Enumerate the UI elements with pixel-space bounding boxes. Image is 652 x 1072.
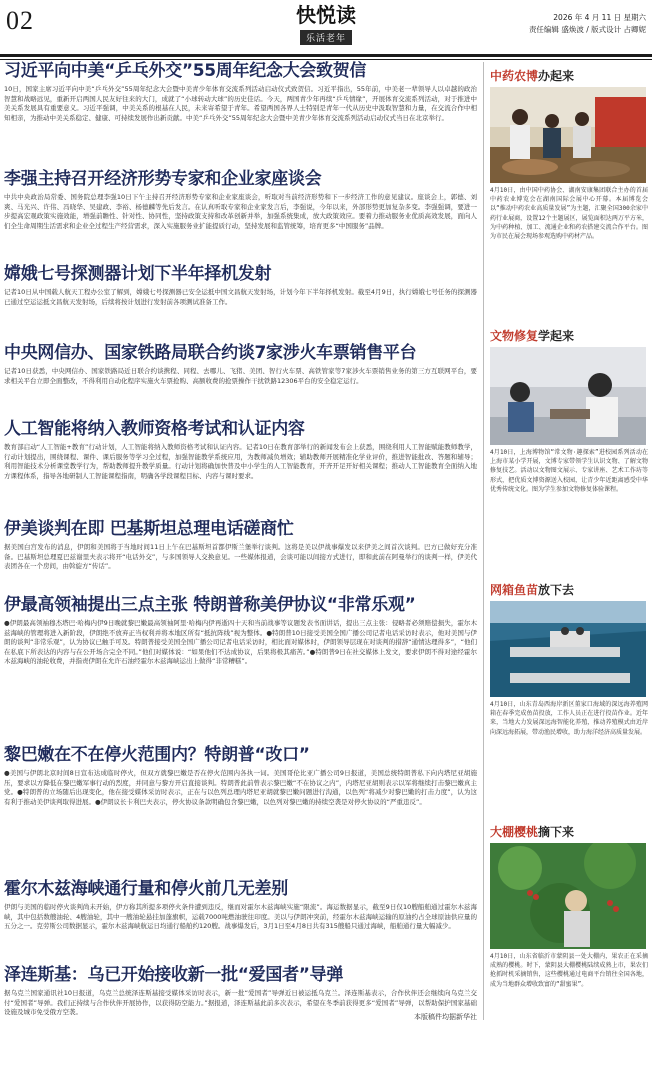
- date-line: 2026 年 4 月 11 日 星期六: [553, 13, 646, 22]
- photo-caption: 4月10日，上海博物馆“常文物·趣探索”进校园系列活动在上海市某小学开展，文博专家带领学生认识文物、了解文物修复技艺。活动以文物图文展示、专家讲座、艺术工作坊等形式，把优质文博资源送入校园，让青少年近距离感受中华优秀传统文化。图为学生参加文物修复体验课程。: [490, 449, 648, 493]
- article-8: [4, 744, 477, 872]
- photo-story-4: [490, 824, 648, 1072]
- article-headline: 人工智能将纳入教师资格考试和认证内容: [4, 419, 305, 439]
- photo-herb-fair: [490, 87, 646, 183]
- source-credit: 本版稿件均据新华社: [414, 1013, 477, 1021]
- article-headline: 黎巴嫩在不在停火范围内？特朗普“改口”: [4, 745, 310, 765]
- photo-story-title: 文物修复学起来: [490, 329, 575, 343]
- article-2: [4, 168, 477, 256]
- article-headline: 嫦娥七号探测器计划下半年择机发射: [4, 264, 272, 284]
- article-body: 记者10日从中国载人航天工程办公室了解到，嫦娥七号探测器已安全运抵中国文昌航天发射场，计划今年下半年择机发射。截至4月9日，执行嫦娥七号任务的探测器已通过空运运抵文昌航天发射场，后续将按计划进行发射前各项测试准备工作。: [4, 288, 477, 306]
- photo-story-title: 中药农博办起来: [490, 69, 575, 83]
- article-headline: 伊最高领袖提出三点主张 特朗普称美伊协议“非常乐观”: [4, 595, 416, 615]
- photo-story-1: [490, 68, 648, 314]
- photo-story-title: 网箱鱼苗放下去: [490, 583, 575, 597]
- photo-story-2: [490, 328, 648, 576]
- photo-caption: 4月10日，山东省临沂市蒙阴县一处大棚内，果农正在采摘成熟的樱桃。时下，蒙阴县大棚樱桃陆续成熟上市，果农们抢抓时机采摘销售，这些樱桃通过电商平台销往全国各地，成为当地群众增收致富的“甜蜜果”。: [490, 953, 648, 988]
- column-divider: [483, 62, 484, 1020]
- article-headline: 伊美谈判在即 巴基斯坦总理电话磋商忙: [4, 519, 294, 539]
- article-body: 10日，国家主席习近平向中美“乒乓外交”55周年纪念大会暨中美青少年体育交流系列活动启动仪式致贺信。习近平指出，55年前，中美老一辈领导人以卓越的政治智慧和战略远见，重新开启两国人民友好往来的大门，成就了“小球转动大球”的历史佳话。今天，两国青少年再续“乒乓情缘”，开展体育交流系列活动，对于推进中美关系发展具有重要意义。习近平强调，中美关系的根基在人民，未来寄希望于青年。希望两国各界人士特别是青年一代从历史中汲取智慧和力量，在交流合作中相知相亲，为推动中美关系稳定、健康、可持续发展作出新贡献。中美“乒乓外交”55周年纪念大会暨中美青少年体育交流系列活动启动仪式当日在北京举行。: [4, 85, 477, 122]
- issue-meta: [529, 12, 646, 36]
- page-header: [0, 0, 652, 54]
- article-body: ●美国与伊朗北京时间8日宣布达成临时停火，但双方就黎巴嫩是否在停火范围内各执一词。美国哥伦比亚广播公司9日报道，美国总统特朗普私下向内塔尼亚胡施压，要求以方降低在黎巴嫩军事行动的烈度，并同意与黎方开启直接谈判。特朗普此前曾表示黎巴嫩“不在协议之内”，内塔尼亚胡则表示以军将继续打击黎巴嫩真主党。●特朗普的立场随后出现变化，他在接受媒体采访时表示，正在与以色列总理内塔尼亚胡就黎巴嫩问题进行沟通，以色列“将减少对黎巴嫩的打击力度”，认为这有利于推动美伊谈判取得进展。●伊朗议长卡利巴夫表示，停火协议条款明确包含黎巴嫩，以色列对黎巴嫩的持续空袭是对停火协议的“严重违反”。: [4, 769, 477, 806]
- article-5: [4, 418, 477, 513]
- section-title: 快悦读: [296, 3, 356, 27]
- article-headline: 李强主持召开经济形势专家和企业家座谈会: [4, 169, 322, 189]
- article-body: 中共中央政治局常委、国务院总理李强10日下午主持召开经济形势专家和企业家座谈会，听取对当前经济形势和下一步经济工作的意见建议。座谈会上，郭德、刘爽、马光兴、许伟、冯晓华、吴建政、李裕、杨德麟等先后发言。在认真听取专家和企业家发言后，李强说，今年以来，外部形势更加复杂多变。李强强调，要进一步提高宏观政策实施效能，增强前瞻性、针对性、协同性，坚持政策支持和改革创新并举，加强系统集成，放大政策效应。要着力推动服务业优质高效发展，面向人们全生命周期生活需求和企业全过程生产经营需求，深入实施服务业扩能提质行动，坚持发展和监管统筹，培育更多“中国服务”品牌。: [4, 193, 477, 230]
- article-1: [4, 60, 477, 160]
- section-seal: 乐活老年: [300, 30, 352, 45]
- article-7: [4, 594, 477, 744]
- article-body: 伊朗与美国的临时停火谈判尚未开始，伊方称其所提多项停火条件遭到违反，继而对霍尔木兹海峡实施“限流”。海运数据显示，截至9日仅10艘船舶通过霍尔木兹海峡，其中包括数艘油轮、4艘油轮，其中一艘油轮悬挂加蓬旗帜，运载7000吨燃油驶往印度。美以与伊朗冲突前，经霍尔木兹海峡运输的原油约占全球原油供应量的五分之一。克劳斯公司数据显示，霍尔木兹海峡航运日均通行船舶约120艘。战事爆发后，3月1日至4月8日共有315艘船只通过海峡，船舶通行量大幅减少。: [4, 903, 477, 931]
- photo-caption: 4月10日，由中国中药协会、湖南安康集团联合主办的首届中药农业博览会在湖南国际会展中心开幕。本届博览会以“推动中药农业高质量发展”为主题，汇聚全国300余家中药行业展商，设置12个主题展区，展览面积达两万平方米，为中药种植、加工、流通企业和药农搭建交流合作平台。图为市民在展会现场参观选购中药材产品。: [490, 187, 648, 241]
- photo-story-3: [490, 582, 648, 800]
- article-headline: 习近平向中美“乒乓外交”55周年纪念大会致贺信: [4, 61, 367, 81]
- article-headline: 中央网信办、国家铁路局联合约谈7家涉火车票销售平台: [4, 343, 417, 363]
- header-rule: [0, 54, 652, 57]
- photo-relic-restoration: [490, 347, 646, 445]
- photo-fish-cage: [490, 601, 646, 697]
- article-headline: 泽连斯基：乌已开始接收新一批“爱国者”导弹: [4, 965, 344, 985]
- article-body: ●伊朗最高领袖穆杰塔巴·哈梅内伊9日晚就黎巴嫩最高领袖阿里·哈梅内伊再逝四十天和当前战事等议题发表书面讲话，提出三点主张：侵略者必须赔偿损失，霍尔木兹海峡的管理将进入新阶段，伊朗绝不放弃正当权利并将本地区所有“抵抗阵线”视为整体。●特朗普10日接受美国全国广播公司记者电话采访时表示，他对美国与伊朗的谈判“非常乐观”，认为协议已触手可及。特朗普接受美国全国广播公司记者电话采访时，相比面对媒体时，伊朗领导层现在对谈判的措辞“通情达理得多”，“他们在私底下所表达的内容与在公开场合完全不同。”他们对媒体说：“如果他们不达成协议，后果将极其痛苦。”●特朗普9日在社交媒体上发文，要求伊朗不得对途经霍尔木兹海峡的油轮收费，并指责伊朗在允许石油经霍尔木兹海峡运出上做得“非常糟糕”。: [4, 619, 477, 666]
- article-6: [4, 518, 477, 590]
- article-body: 记者10日获悉，中央网信办、国家铁路局近日联合约谈携程、同程、去哪儿、飞猪、美团、智行火车票、高铁管家等7家涉火车票销售业务的第三方互联网平台，要求相关平台立即全面整改，不得利用自动化程序实施火车票抢购、高额收费的抢票操作干扰铁路12306平台的安全稳定运行。: [4, 367, 477, 385]
- photo-caption: 4月10日，山东青岛西海岸新区董家口海域的深远海养殖网箱在春季完成鱼苗投放，工作人员正在进行投苗作业。近年来，当地大力发展深远海智能化养殖，推动养殖模式由近岸向深远海拓展，带动渔民增收，助力海洋经济高质量发展。: [490, 701, 648, 736]
- article-9: [4, 878, 477, 962]
- article-body: 据乌克兰国家通讯社10日报道，乌克兰总统泽连斯基接受媒体采访时表示，新一批“爱国者”导弹近日被运抵乌克兰。泽连斯基表示，合作伙伴还会继续向乌克兰交付“爱国者”导弹。我们正持续与合作伙伴开展协作，以获得防空能力。”据报道，泽连斯基此前多次表示，希望在冬季前获得更多“爱国者”导弹，以帮助保护国家基础设施及城市免受俄方空袭。: [4, 989, 477, 1017]
- article-body: 据美国白宫发布的消息，伊朗和美国将于当地时间11日上午在巴基斯坦首都伊斯兰堡举行谈判。这将是美以伊战事爆发以来伊美之间首次谈判。巴方已做好充分准备。巴基斯坦总理夏巴兹谢里夫表示将开“电话外交”，与多国领导人交换意见。一些媒体报道，会谈可能以间接方式进行，即和此前在阿曼举行的谈判一样，伊美代表团各在一个房间，由斡旋方“传话”。: [4, 543, 477, 571]
- page-number: 02: [6, 6, 34, 35]
- article-source: [4, 1010, 477, 1022]
- article-headline: 霍尔木兹海峡通行量和停火前几无差别: [4, 879, 288, 899]
- section-masthead: [282, 4, 370, 45]
- article-body: 教育部启动“人工智能+教育”行动计划，人工智能将纳入教师资格考试和认证内容。记者10日在教育部举行的新闻发布会上获悉，围绕利用人工智能赋能教师教学，行动计划提出，围绕课程、课件、课后服务等学习全过程，加强智能教学系统应用，为教师减负增效；辅助教师开展精准化学业评价，推进智能批改、答题和辅导；利用智能技术分析课堂教学行为，帮助教师提升教学质量。行动计划将确加快普及中小学生的人工智能教育，开齐开足开好相关课程；推动人工智能教育全面纳入地方课程体系，指导各地研制人工智能课程指南，明确各学段课程目标、内容与课时要求。: [4, 443, 477, 480]
- article-4: [4, 342, 477, 402]
- article-3: [4, 263, 477, 333]
- photo-greenhouse-cherries: [490, 843, 646, 949]
- photo-story-title: 大棚樱桃摘下来: [490, 825, 575, 839]
- editor-line: 责任编辑 盛焕波 / 版式设计 占卿妮: [528, 25, 646, 34]
